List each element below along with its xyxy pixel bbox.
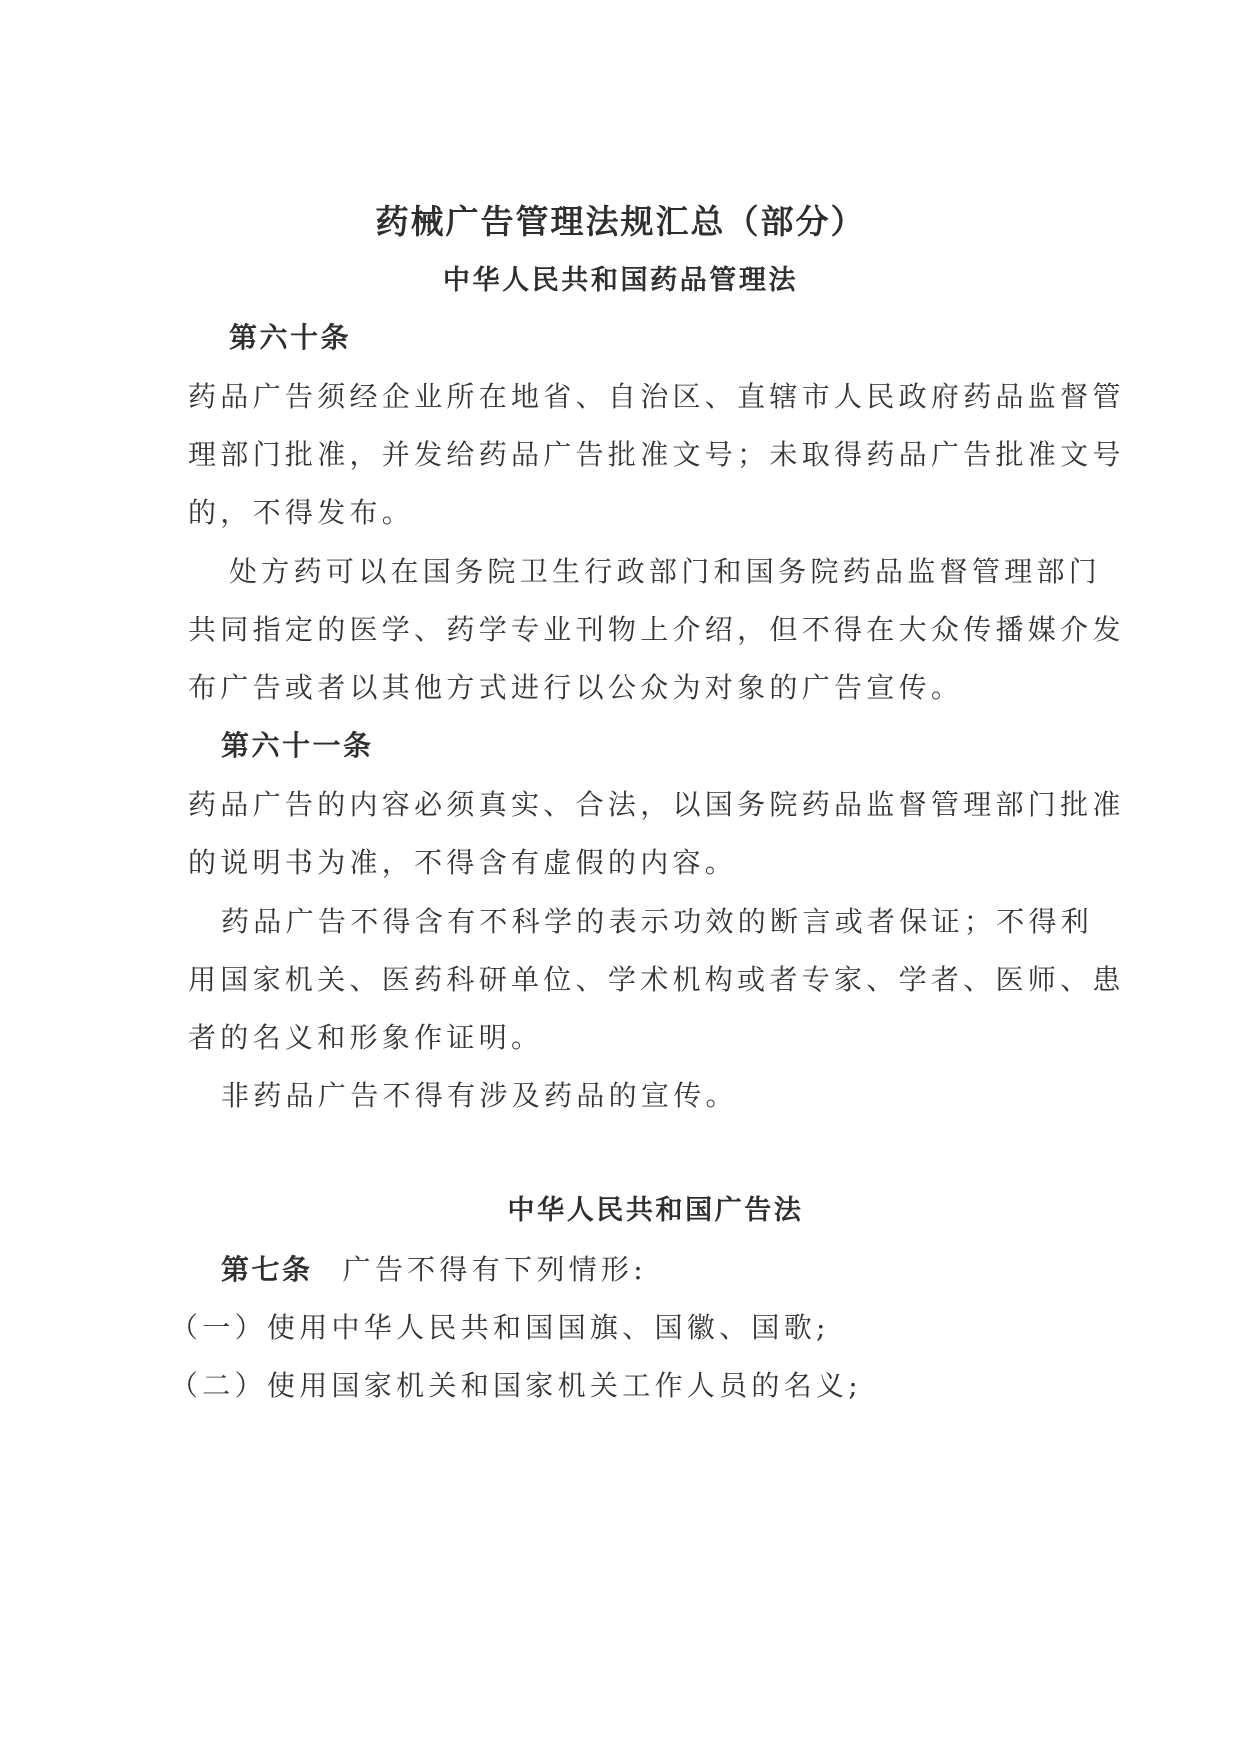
article60-p1-line1: 药品广告须经企业所在地省、自治区、直辖市人民政府药品监督管	[188, 380, 1125, 413]
article7-heading: 第七条	[221, 1253, 313, 1286]
article7-intro: 广告不得有下列情形:	[342, 1253, 647, 1286]
article7-item-2: （二）使用国家机关和国家机关工作人员的名义;	[170, 1369, 863, 1402]
article60-p1-line2: 理部门批准，并发给药品广告批准文号；未取得药品广告批准文号	[188, 438, 1125, 471]
article61-p1-line2: 的说明书为准，不得含有虚假的内容。	[188, 846, 738, 879]
article60-p2-line1: 处方药可以在国务院卫生行政部门和国务院药品监督管理部门	[229, 555, 1102, 588]
article60-p2-line3: 布广告或者以其他方式进行以公众为对象的广告宣传。	[188, 671, 964, 704]
article60-p1-line3: 的，不得发布。	[188, 496, 415, 529]
article61-p1-line1: 药品广告的内容必须真实、合法，以国务院药品监督管理部门批准	[188, 788, 1125, 821]
article61-p3-line1: 非药品广告不得有涉及药品的宣传。	[221, 1079, 738, 1112]
article61-p2-line3: 者的名义和形象作证明。	[188, 1021, 544, 1054]
article61-p2-line2: 用国家机关、医药科研单位、学术机构或者专家、学者、医师、患	[188, 963, 1125, 996]
law2-title: 中华人民共和国广告法	[507, 1195, 804, 1226]
article60-p2-line2: 共同指定的医学、药学专业刊物上介绍，但不得在大众传播媒介发	[188, 613, 1125, 646]
article7-item-1: （一）使用中华人民共和国国旗、国徽、国歌;	[170, 1311, 830, 1344]
article60-heading: 第六十条	[229, 321, 352, 354]
article61-p2-line1: 药品广告不得含有不科学的表示功效的断言或者保证；不得利	[221, 905, 1094, 938]
law1-title: 中华人民共和国药品管理法	[442, 265, 799, 296]
article61-heading: 第六十一条	[221, 729, 374, 762]
document-title: 药械广告管理法规汇总（部分）	[375, 202, 866, 241]
article7-line	[221, 1250, 1081, 1290]
